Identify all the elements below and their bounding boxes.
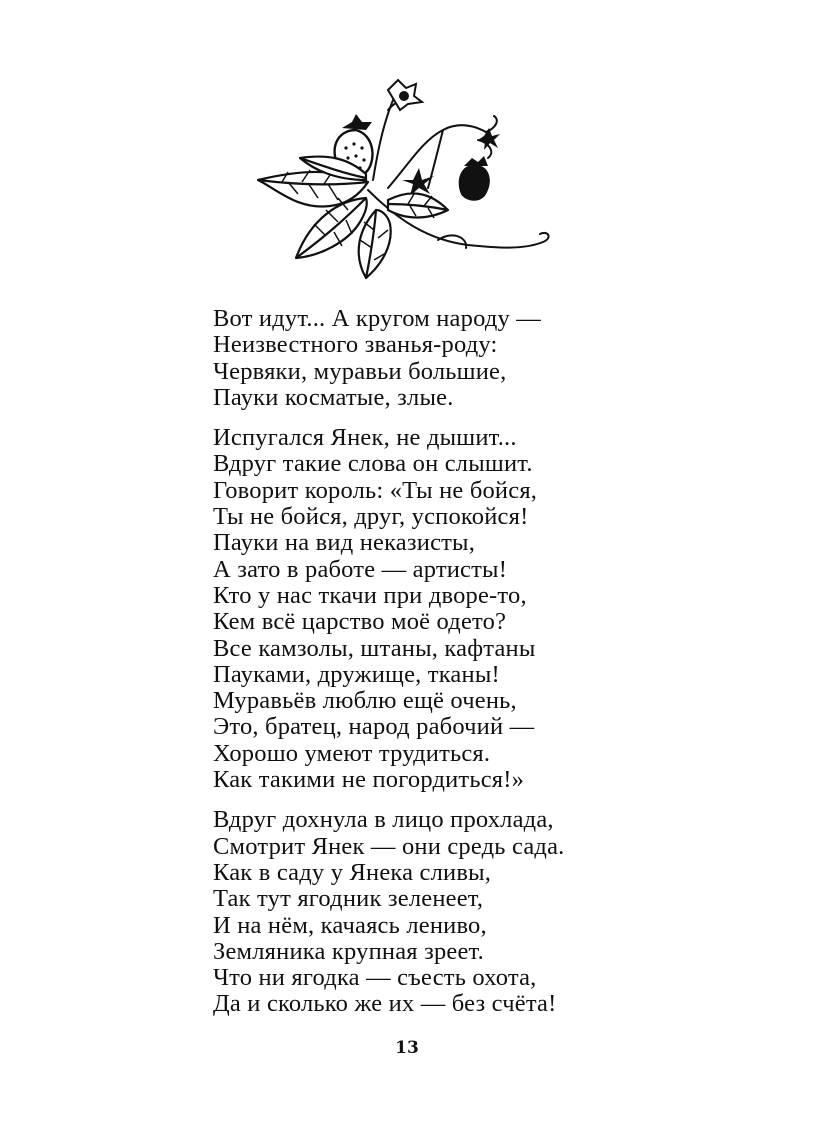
poem-line: Вдруг дохнула в лицо прохлада,	[213, 806, 554, 834]
poem-line: Пауками, дружище, тканы!	[213, 660, 500, 688]
poem-line: Неизвестного званья-роду:	[213, 331, 498, 359]
poem-line: Хорошо умеют трудиться.	[213, 739, 491, 767]
stanza-1	[213, 306, 653, 411]
poem-line: Да и сколько же их — без счёта!	[213, 990, 557, 1018]
strawberry-sprig-icon	[238, 70, 558, 285]
poem-line: А зато в работе — артисты!	[213, 555, 508, 583]
poem-line: Говорит король: «Ты не бойся,	[213, 476, 538, 504]
poem-line: Земляника крупная зреет.	[213, 937, 484, 965]
poem-line: Кем всё царство моё одето?	[213, 608, 507, 636]
poem-line: Что ни ягодка — съесть охота,	[213, 964, 537, 992]
stanza-2	[213, 425, 653, 793]
page-number: 13	[395, 1038, 419, 1058]
poem-line: Испугался Янек, не дышит...	[213, 424, 517, 452]
poem-line: И на нём, качаясь лениво,	[213, 911, 487, 939]
poem-line: Ты не бойся, друг, успокойся!	[213, 503, 529, 531]
poem-line: Смотрит Янек — они средь сада.	[213, 832, 565, 860]
poem-line: Муравьёв люблю ещё очень,	[213, 687, 517, 715]
poem-line: Пауки косматые, злые.	[213, 383, 454, 411]
poem-line: Это, братец, народ рабочий —	[213, 713, 535, 741]
poem-line: Все камзолы, штаны, кафтаны	[213, 634, 536, 662]
poem-line: Червяки, муравьи большие,	[213, 357, 507, 385]
poem-line: Кто у нас ткачи при дворе-то,	[213, 581, 527, 609]
poem-line: Так тут ягодник зеленеет,	[213, 885, 484, 913]
poem-line: Как такими не погордиться!»	[213, 766, 525, 794]
poem	[213, 306, 653, 1018]
poem-line: Как в саду у Янека сливы,	[213, 858, 492, 886]
poem-line: Вдруг такие слова он слышит.	[213, 450, 533, 478]
stanza-3	[213, 807, 653, 1017]
poem-line: Вот идут... А кругом народу —	[213, 305, 541, 332]
poem-line: Пауки на вид неказисты,	[213, 529, 476, 557]
